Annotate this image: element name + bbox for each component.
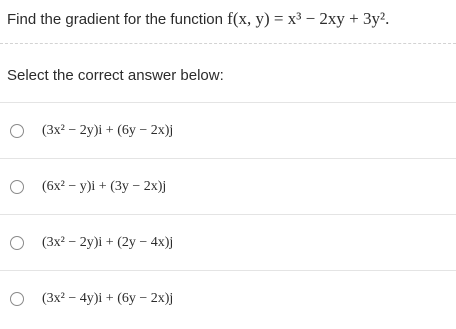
radio-button-icon[interactable] xyxy=(10,292,24,306)
radio-button-icon[interactable] xyxy=(10,236,24,250)
question-text xyxy=(7,4,389,34)
answer-option-label: (3x² − 2y)i + (2y − 4x)j xyxy=(42,235,174,250)
answer-option-1[interactable] xyxy=(0,102,456,158)
radio-button-icon[interactable] xyxy=(10,180,24,194)
answer-prompt: Select the correct answer below: xyxy=(7,67,224,84)
answer-option-label: (3x² − 2y)i + (6y − 2x)j xyxy=(42,123,174,138)
answer-options xyxy=(0,102,456,326)
question-function: f(x, y) = x³ − 2xy + 3y². xyxy=(227,9,390,28)
divider xyxy=(0,43,456,44)
answer-option-3[interactable] xyxy=(0,214,456,270)
answer-option-label: (6x² − y)i + (3y − 2x)j xyxy=(42,179,167,194)
answer-option-label: (3x² − 4y)i + (6y − 2x)j xyxy=(42,291,174,306)
answer-option-2[interactable] xyxy=(0,158,456,214)
question-prefix: Find the gradient for the function xyxy=(7,11,223,28)
radio-button-icon[interactable] xyxy=(10,124,24,138)
answer-option-4[interactable] xyxy=(0,270,456,326)
